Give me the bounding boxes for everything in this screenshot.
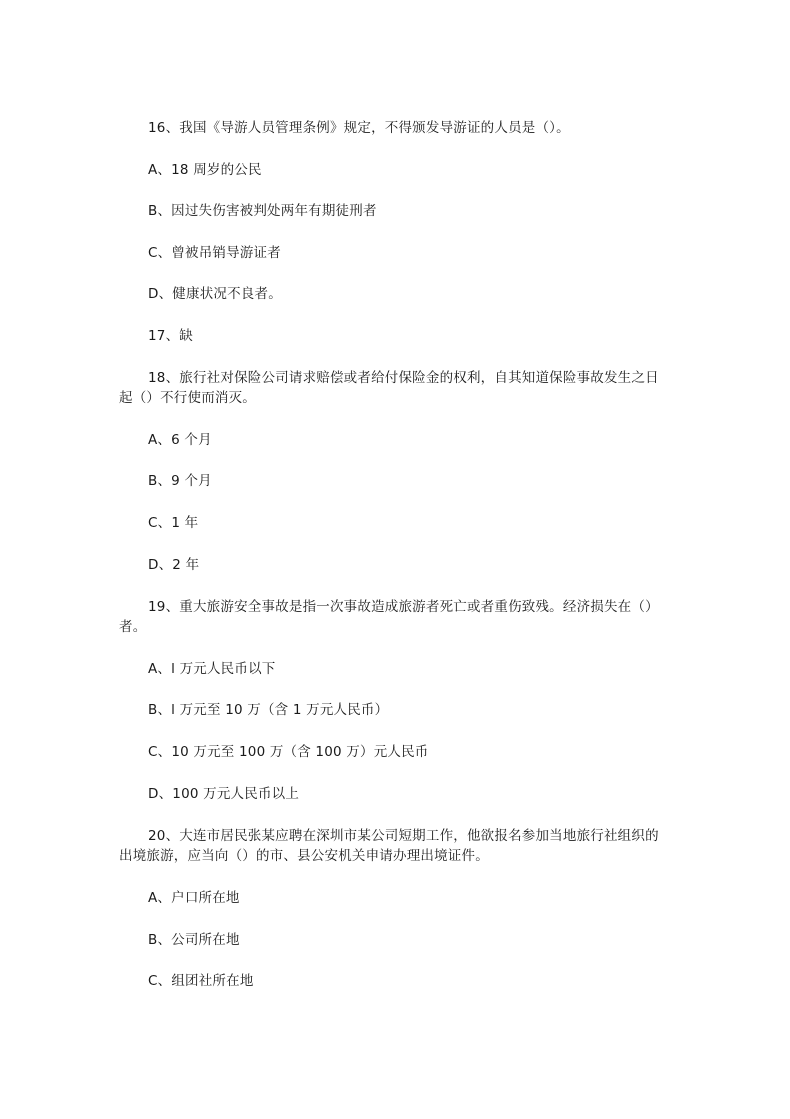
question-18-stem-line1: 18、旅行社对保险公司请求赔偿或者给付保险金的权利，自其知道保险事故发生之日 (148, 370, 659, 386)
question-20-stem-line2: 出境旅游，应当向（）的市、县公安机关申请办理出境证件。 (119, 848, 489, 864)
question-19-option-c: C、10 万元至 100 万（含 100 万）元人民币 (148, 744, 429, 760)
question-18-option-d: D、2 年 (148, 557, 200, 573)
question-19-option-a: A、l 万元人民币以下 (148, 661, 276, 677)
question-20-option-b: B、公司所在地 (148, 932, 240, 948)
question-20-option-a: A、户口所在地 (148, 890, 240, 906)
question-16-option-d: D、健康状况不良者。 (148, 286, 282, 302)
question-18-option-b: B、9 个月 (148, 473, 212, 489)
question-19-option-b: B、l 万元至 10 万（含 1 万元人民币） (148, 702, 389, 718)
question-19-stem-line1: 19、重大旅游安全事故是指一次事故造成旅游者死亡或者重伤致残。经济损失在（） (148, 599, 659, 615)
question-18-option-a: A、6 个月 (148, 432, 212, 448)
question-19-option-d: D、100 万元人民币以上 (148, 786, 300, 802)
question-19-stem-line2: 者。 (119, 619, 147, 635)
question-16-option-b: B、因过失伤害被判处两年有期徒刑者 (148, 203, 377, 219)
question-17-stem: 17、缺 (148, 328, 193, 344)
question-16-option-c: C、曾被吊销导游证者 (148, 245, 281, 261)
question-20-stem-line1: 20、大连市居民张某应聘在深圳市某公司短期工作，他欲报名参加当地旅行社组织的 (148, 828, 659, 844)
question-18-option-c: C、1 年 (148, 515, 199, 531)
question-20-option-c: C、组团社所在地 (148, 973, 254, 989)
question-16-stem: 16、我国《导游人员管理条例》规定，不得颁发导游证的人员是（）。 (148, 120, 570, 136)
question-16-option-a: A、18 周岁的公民 (148, 162, 262, 178)
question-18-stem-line2: 起（）不行使而消灭。 (119, 390, 256, 406)
